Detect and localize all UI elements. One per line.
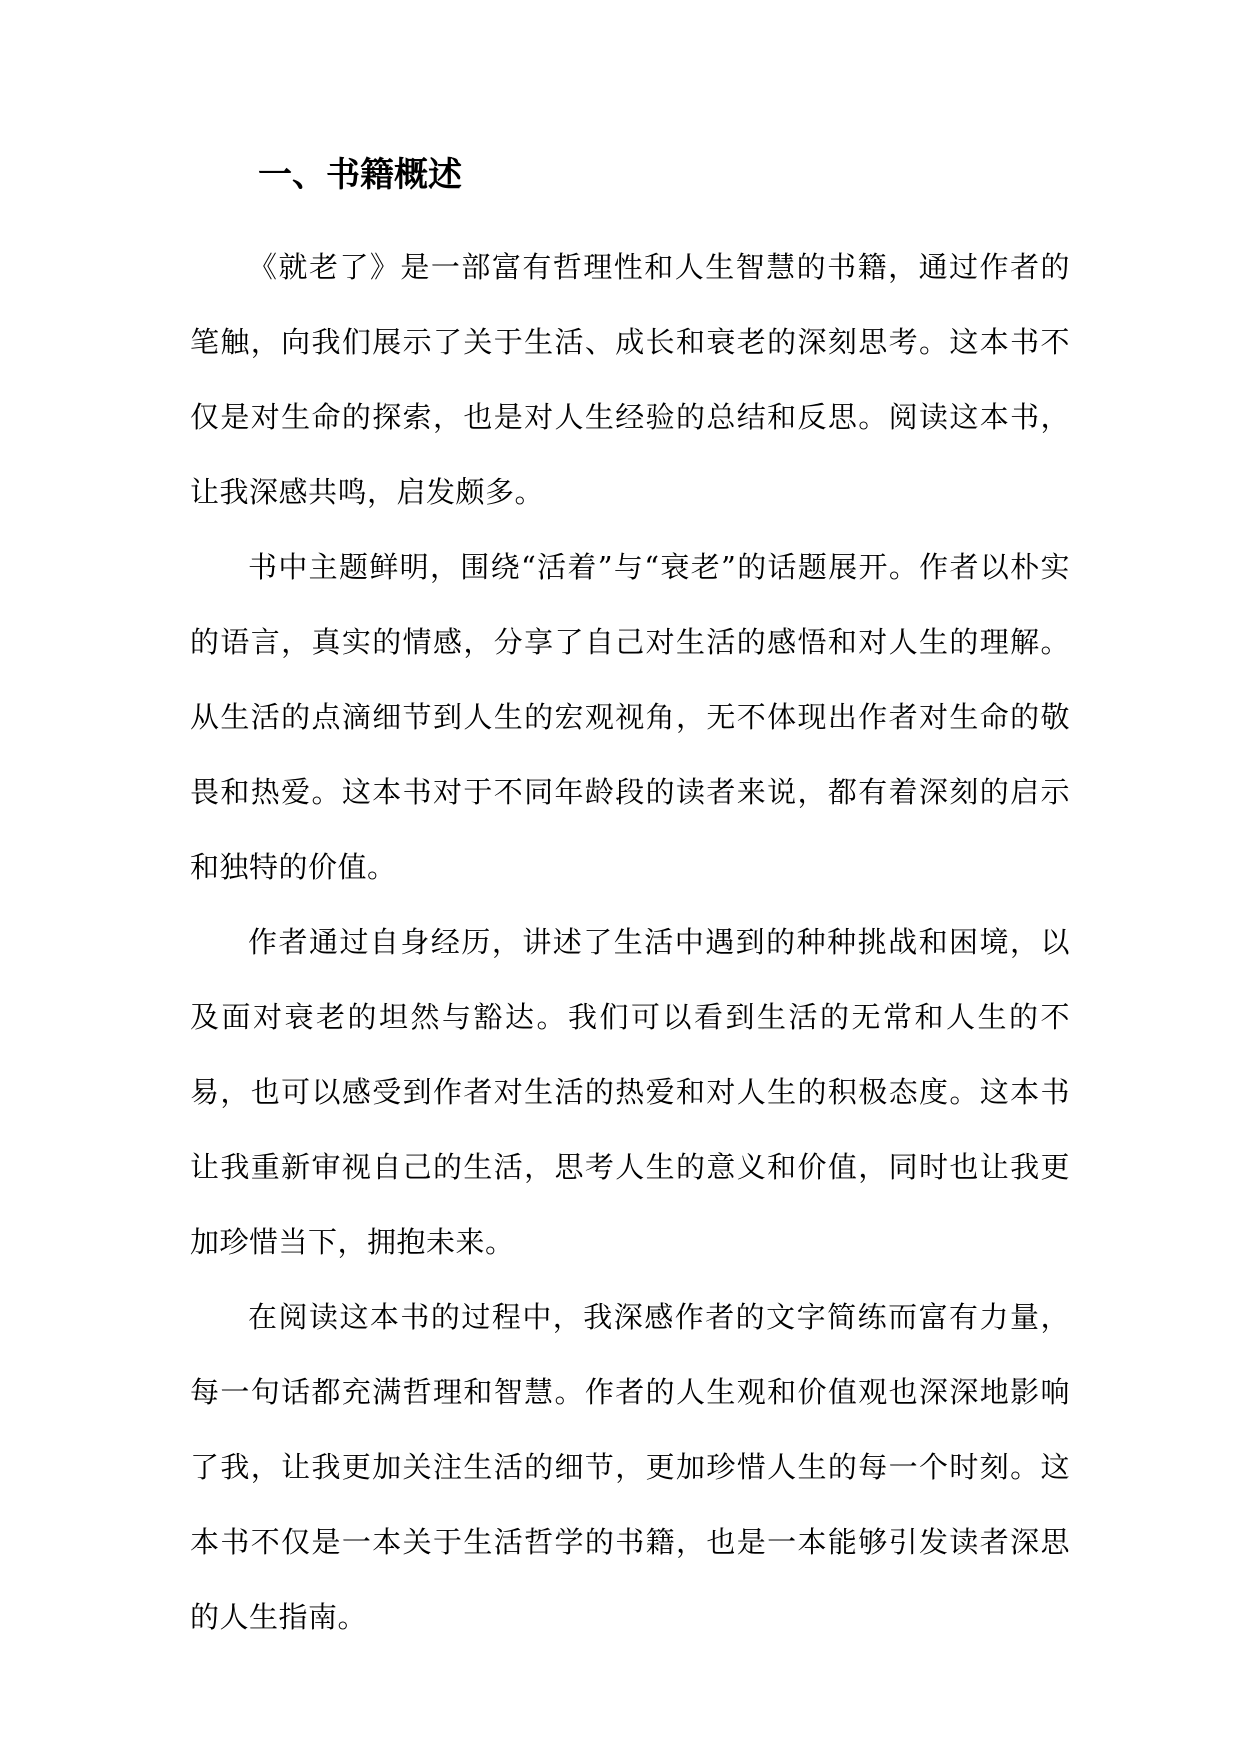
paragraph: 书中主题鲜明，围绕“活着”与“衰老”的话题展开。作者以朴实的语言，真实的情感，分享了自己对生活的感悟和对人生的理解。从生活的点滴细节到人生的宏观视角，无不体现出作者对生命的敬畏和热爱。这本书对于不同年龄段的读者来说，都有着深刻的启示和独特的价值。 [190, 550, 1070, 884]
section-heading: 一、书籍概述 [258, 155, 462, 195]
paragraph: 在阅读这本书的过程中，我深感作者的文字简练而富有力量，每一句话都充满哲理和智慧。作者的人生观和价值观也深深地影响了我，让我更加关注生活的细节，更加珍惜人生的每一个时刻。这本书不仅是一本关于生活哲学的书籍，也是一本能够引发读者深思的人生指南。 [190, 1300, 1070, 1634]
paragraph: 《就老了》是一部富有哲理性和人生智慧的书籍，通过作者的笔触，向我们展示了关于生活、成长和衰老的深刻思考。这本书不仅是对生命的探索，也是对人生经验的总结和反思。阅读这本书，让我深感共鸣，启发颇多。 [190, 250, 1070, 509]
body-text [190, 230, 1070, 1655]
paragraph: 作者通过自身经历，讲述了生活中遇到的种种挑战和困境，以及面对衰老的坦然与豁达。我们可以看到生活的无常和人生的不易，也可以感受到作者对生活的热爱和对人生的积极态度。这本书让我重新审视自己的生活，思考人生的意义和价值，同时也让我更加珍惜当下，拥抱未来。 [190, 925, 1070, 1259]
